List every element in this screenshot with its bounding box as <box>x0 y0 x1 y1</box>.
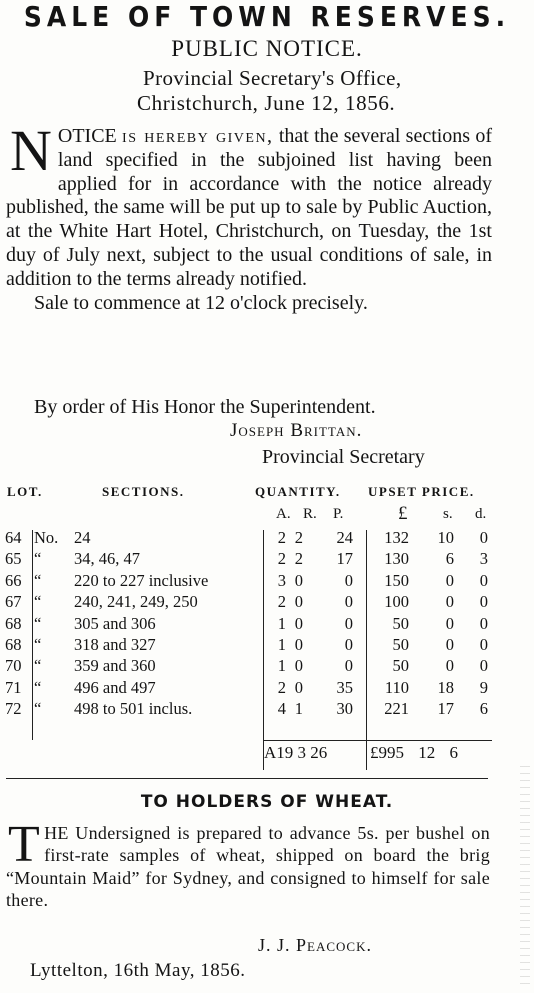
cell-s: 0 <box>445 592 454 612</box>
cell-a: 3 <box>277 570 286 590</box>
cell-s: 0 <box>445 656 454 676</box>
cell-pounds: 50 <box>392 635 409 654</box>
cell-d: 0 <box>479 570 488 590</box>
cell-a: 2 <box>277 677 286 697</box>
total-price: £995 12 6 <box>370 743 458 762</box>
cell-pounds: 50 <box>392 613 409 633</box>
notice-text: that the several sections of land specified in the subjoined list having been applied for in accordance with the notice already published, the same will be put up to sale by Public Auction, at the White Hart Hotel, Christchurch, on Tuesday, the 1st duy of July next, subject to the usual conditions of sale, in addition to the terms already notified. <box>6 125 493 290</box>
cell-sections: 318 and 327 <box>74 635 156 654</box>
table-row <box>0 699 534 720</box>
signer-name: Joseph Brittan. <box>230 420 363 441</box>
cell-d: 9 <box>479 677 488 697</box>
quantity-total-rule <box>263 740 367 741</box>
cell-a: 4 <box>277 699 286 719</box>
cell-p: 0 <box>344 570 353 590</box>
cell-s: 0 <box>445 635 454 654</box>
wheat-text: HE Undersigned is prepared to advance 5s. per bushel on first-rate samples of wheat, shipped on board the brig “Mountain Maid” for Sydney, and consigned to himself for sale there. <box>6 823 490 910</box>
header-quantity: QUANTITY. <box>255 484 341 499</box>
cell-r: 0 <box>294 635 303 654</box>
subheader-roods: R. <box>303 506 317 522</box>
cell-lot: 68 <box>5 635 22 654</box>
cell-mark: “ <box>34 549 42 569</box>
cell-p: 17 <box>336 549 353 569</box>
subheader-shillings: s. <box>443 506 453 522</box>
cell-p: 0 <box>344 635 353 654</box>
cell-lot: 70 <box>5 656 22 676</box>
cell-pounds: 132 <box>384 528 409 547</box>
table-row <box>0 592 534 613</box>
subheader-perches: P. <box>333 506 344 522</box>
wheat-signer: J. J. Peacock. <box>258 935 372 955</box>
dateline: Christchurch, June 12, 1856. <box>137 91 396 115</box>
table-row <box>0 614 534 635</box>
cell-a: 1 <box>277 656 286 676</box>
header-sections: SECTIONS. <box>102 484 185 499</box>
cell-d: 3 <box>479 549 488 569</box>
header-lot: LOT. <box>7 484 43 499</box>
cell-pounds: 150 <box>384 570 409 590</box>
cell-r: 1 <box>294 699 303 719</box>
cell-pounds: 221 <box>384 699 409 719</box>
headline: SALE OF TOWN RESERVES. <box>23 0 511 33</box>
cell-r: 0 <box>294 613 303 633</box>
cell-a: 2 <box>277 592 286 612</box>
cell-lot: 71 <box>5 677 22 697</box>
cell-mark: No. <box>34 528 59 547</box>
wheat-heading: TO HOLDERS OF WHEAT. <box>140 792 394 812</box>
cell-s: 18 <box>437 677 454 697</box>
cell-sections: 496 and 497 <box>74 677 156 697</box>
cell-s: 17 <box>437 699 454 719</box>
cell-s: 6 <box>445 549 454 569</box>
cell-a: 1 <box>277 613 286 633</box>
cell-s: 0 <box>445 613 454 633</box>
drop-cap: N <box>10 118 52 183</box>
subheader-pence: d. <box>475 506 487 522</box>
header-upset-price: UPSET PRICE. <box>368 484 475 499</box>
signer-title: Provincial Secretary <box>262 446 425 468</box>
wheat-body <box>6 816 490 911</box>
cell-lot: 64 <box>5 528 22 547</box>
cell-p: 0 <box>344 613 353 633</box>
cell-mark: “ <box>34 656 42 676</box>
cell-lot: 67 <box>5 592 22 612</box>
cell-a: 2 <box>277 528 286 547</box>
cell-s: 0 <box>445 570 454 590</box>
notice-body <box>6 118 493 315</box>
cell-d: 0 <box>479 656 488 676</box>
cell-r: 0 <box>294 656 303 676</box>
cell-mark: “ <box>34 613 42 633</box>
cell-pounds: 50 <box>392 656 409 676</box>
office-line: Provincial Secretary's Office, <box>143 66 402 90</box>
section-divider <box>6 778 488 779</box>
cell-r: 2 <box>294 549 303 569</box>
subheader-pounds: £ <box>398 503 408 524</box>
cell-p: 30 <box>336 699 353 719</box>
cell-sections: 359 and 360 <box>74 656 156 676</box>
notice-lead-smallcaps: is hereby given, <box>122 125 274 147</box>
table-row <box>0 635 534 656</box>
cell-p: 0 <box>344 592 353 612</box>
wheat-drop-cap: T <box>8 816 41 873</box>
cell-r: 0 <box>294 592 303 612</box>
cell-sections: 305 and 306 <box>74 613 156 633</box>
total-quantity: A19 3 26 <box>264 743 328 762</box>
by-order-line: By order of His Honor the Superintendent. <box>34 396 376 418</box>
wheat-date: Lyttelton, 16th May, 1856. <box>30 960 246 981</box>
cell-sections: 24 <box>74 528 91 547</box>
cell-pounds: 100 <box>384 592 409 612</box>
cell-mark: “ <box>34 570 42 590</box>
table-row <box>0 656 534 677</box>
cell-lot: 72 <box>5 699 22 719</box>
table-row <box>0 528 534 549</box>
cell-mark: “ <box>34 677 42 697</box>
subheader-acres: A. <box>276 506 291 522</box>
cell-p: 35 <box>336 677 353 697</box>
cell-d: 0 <box>479 528 488 547</box>
cell-pounds: 130 <box>384 549 409 569</box>
cell-mark: “ <box>34 635 42 654</box>
commence-line: Sale to commence at 12 o'clock precisely. <box>34 291 368 314</box>
page-edge-scan-artifact <box>520 760 530 990</box>
cell-p: 24 <box>336 528 353 547</box>
notice-lead: OTICE <box>57 125 117 147</box>
cell-sections: 34, 46, 47 <box>74 549 140 569</box>
cell-r: 0 <box>294 677 303 697</box>
cell-a: 2 <box>277 549 286 569</box>
cell-d: 0 <box>479 635 488 654</box>
cell-a: 1 <box>277 635 286 654</box>
table-row <box>0 571 534 592</box>
cell-d: 0 <box>479 613 488 633</box>
cell-lot: 68 <box>5 613 22 633</box>
cell-d: 0 <box>479 592 488 612</box>
cell-pounds: 110 <box>384 677 409 697</box>
price-total-rule <box>366 740 492 741</box>
cell-r: 0 <box>294 570 303 590</box>
cell-mark: “ <box>34 592 42 612</box>
cell-mark: “ <box>34 699 42 719</box>
cell-p: 0 <box>344 656 353 676</box>
cell-s: 10 <box>437 528 454 547</box>
public-notice-heading: PUBLIC NOTICE. <box>171 36 363 61</box>
table-row <box>0 549 534 570</box>
cell-lot: 66 <box>5 570 22 590</box>
cell-sections: 498 to 501 inclus. <box>74 699 193 719</box>
cell-r: 2 <box>294 528 303 547</box>
table-row <box>0 678 534 699</box>
cell-sections: 220 to 227 inclusive <box>74 570 209 590</box>
cell-lot: 65 <box>5 549 22 569</box>
cell-d: 6 <box>479 699 488 719</box>
cell-sections: 240, 241, 249, 250 <box>74 592 198 612</box>
